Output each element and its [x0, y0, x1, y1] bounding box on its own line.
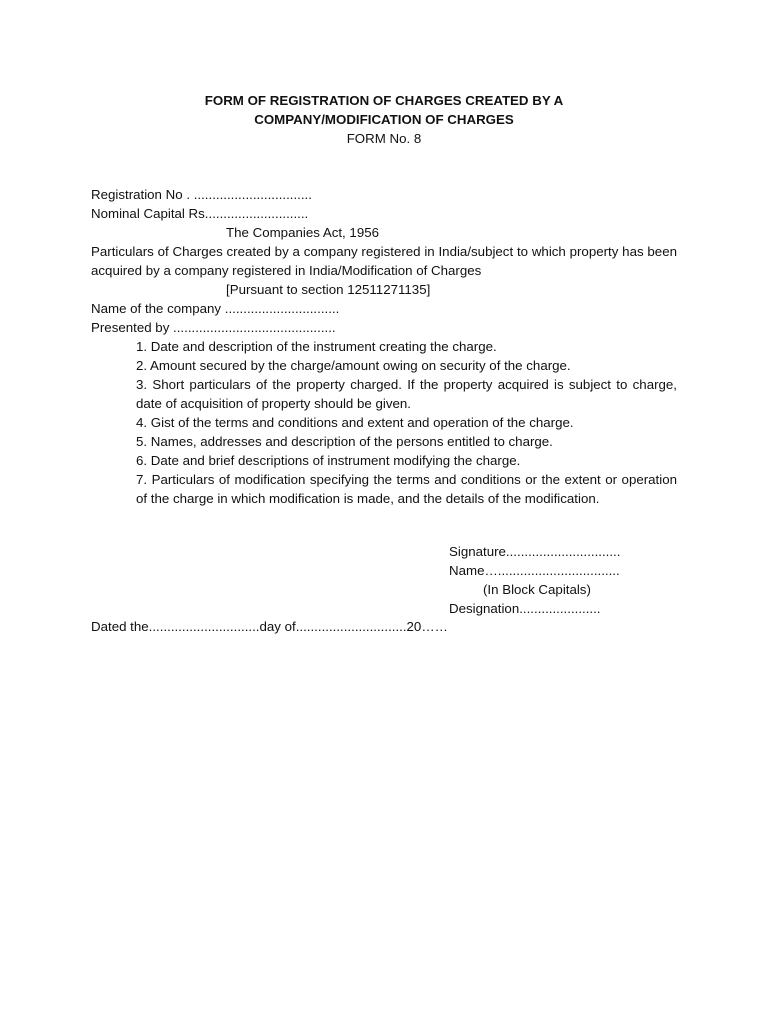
dated-line: Dated the..............................day of..............................20…… — [91, 619, 448, 634]
form-number: FORM No. 8 — [346, 131, 422, 146]
particulars-paragraph: Particulars of Charges created by a company registered in India/subject to which property has been acquired by a company registered in India/Modification of Charges — [91, 244, 677, 278]
form-body — [91, 185, 677, 508]
signature-field: Signature............................... — [449, 544, 621, 559]
designation-field: Designation...................... — [449, 601, 601, 616]
list-item: 6. Date and brief descriptions of instrument modifying the charge. — [136, 453, 521, 468]
presented-by-field: Presented by ............................................ — [91, 320, 336, 335]
form-title-line-1: FORM OF REGISTRATION OF CHARGES CREATED BY A — [204, 93, 564, 108]
form-heading — [0, 91, 768, 148]
list-item: 4. Gist of the terms and conditions and extent and operation of the charge. — [136, 415, 574, 430]
list-item: 7. Particulars of modification specifying the terms and conditions or the extent or operation of the charge in which modification is made, and the details of the modification. — [136, 472, 677, 506]
block-capitals-note: (In Block Capitals) — [483, 582, 591, 597]
list-item: 1. Date and description of the instrument creating the charge. — [136, 339, 497, 354]
company-name-field: Name of the company ............................... — [91, 301, 340, 316]
registration-no-field: Registration No . ................................ — [91, 187, 312, 202]
form-title-line-2: COMPANY/MODIFICATION OF CHARGES — [254, 112, 514, 127]
nominal-capital-field: Nominal Capital Rs............................ — [91, 206, 309, 221]
signature-block — [449, 542, 689, 618]
name-field: Name…................................. — [449, 563, 620, 578]
list-item: 5. Names, addresses and description of the persons entitled to charge. — [136, 434, 553, 449]
act-reference: The Companies Act, 1956 — [226, 225, 380, 240]
list-item: 3. Short particulars of the property charged. If the property acquired is subject to charge, date of acquisition of property should be given. — [136, 377, 677, 411]
particulars-list — [91, 337, 677, 508]
list-item: 2. Amount secured by the charge/amount owing on security of the charge. — [136, 358, 571, 373]
pursuant-reference: [Pursuant to section 12511271135] — [226, 282, 431, 297]
